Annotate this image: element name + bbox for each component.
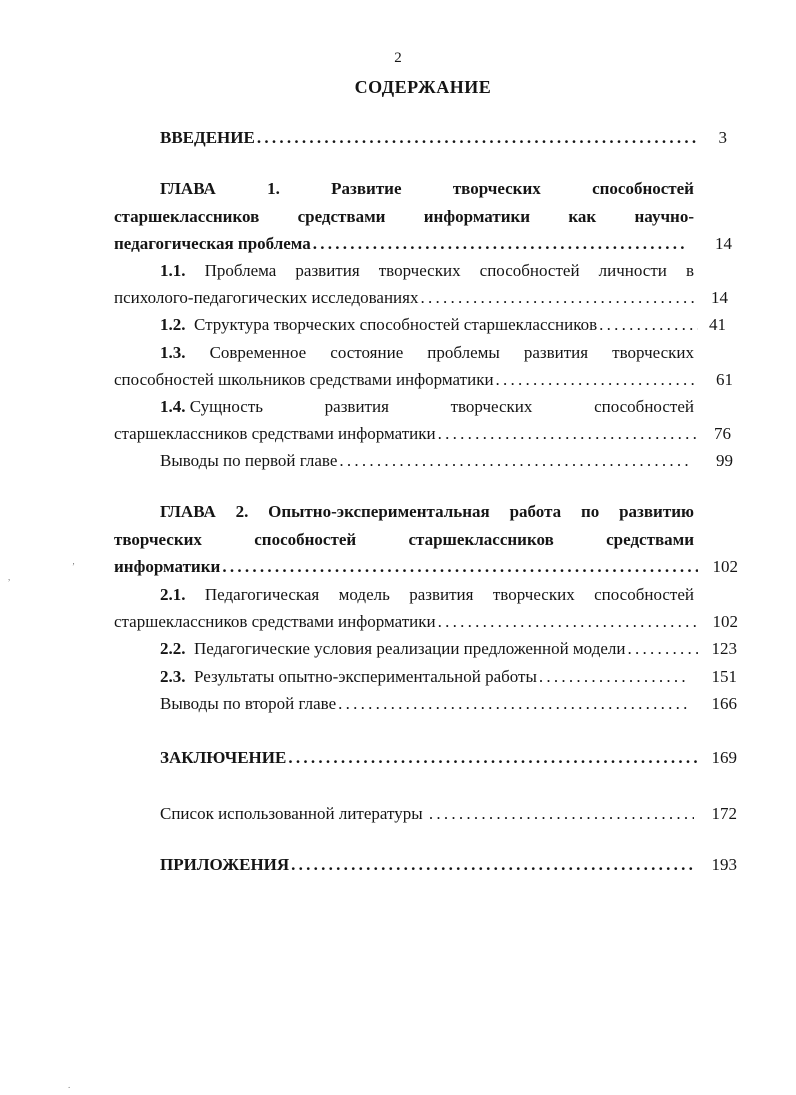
toc-title: СОДЕРЖАНИЕ	[354, 77, 492, 97]
conclusion-page: 169	[711, 748, 737, 767]
dot-leader	[429, 802, 694, 826]
section-1-4-page: 76	[714, 424, 731, 443]
section-1-1-line1[interactable]: 1.1. Проблема развития творческих способностей личности в	[160, 261, 694, 280]
section-1-4-line1[interactable]: 1.4. Сущность развития творческих способностей	[160, 397, 694, 416]
chapter2-conclusion-page: 166	[711, 694, 737, 713]
scan-speck: ,	[8, 572, 11, 582]
chapter2-heading-line1: ГЛАВА 2. Опытно-экспериментальная работа по развитию	[160, 502, 694, 521]
toc-entry-chapter1[interactable]	[114, 232, 688, 256]
section-1-3-page: 61	[716, 370, 733, 389]
toc-entry-chapter2-conclusion[interactable]	[160, 692, 690, 716]
toc-entry-chapter1-conclusion[interactable]	[160, 449, 690, 473]
dot-leader	[338, 692, 690, 716]
section-2-1-line2: старшеклассников средствами информатики	[114, 612, 436, 631]
section-2-3-num: 2.3.	[160, 667, 186, 686]
chapter1-page: 14	[715, 234, 732, 253]
references-page: 172	[711, 804, 737, 823]
chapter2-page: 102	[712, 557, 738, 576]
section-2-2-page: 123	[711, 639, 737, 658]
toc-entry-2-2[interactable]	[160, 637, 698, 661]
section-1-2-text: Структура творческих способностей старшеклассников	[194, 315, 598, 334]
dot-leader	[438, 422, 698, 446]
toc-entry-2-1[interactable]	[114, 610, 698, 634]
chapter2-heading-line2: творческих способностей старшеклассников средствами	[114, 530, 694, 549]
conclusion-label: ЗАКЛЮЧЕНИЕ	[160, 748, 287, 767]
chapter1-conclusion-label: Выводы по первой главе	[160, 451, 338, 470]
chapter1-heading-line3: педагогическая проблема	[114, 234, 311, 253]
chapter1-heading-line1: ГЛАВА 1. Развитие творческих способностей	[160, 179, 694, 198]
toc-entry-1-4[interactable]	[114, 422, 698, 446]
chapter1-heading-line2: старшеклассников средствами информатики как научно-	[114, 207, 694, 226]
dot-leader	[222, 555, 698, 579]
page-number: 2	[394, 50, 402, 66]
toc-entry-appendices[interactable]	[160, 853, 694, 877]
section-2-2-num: 2.2.	[160, 639, 186, 658]
toc-entry-conclusion[interactable]	[160, 746, 698, 770]
chapter2-heading-line3: информатики	[114, 557, 221, 576]
section-1-1-page: 14	[711, 288, 728, 307]
toc-entry-1-2[interactable]	[160, 313, 698, 337]
intro-page: 3	[718, 128, 727, 147]
section-2-1-line1[interactable]: 2.1. Педагогическая модель развития творческих способностей	[160, 585, 695, 604]
toc-entry-1-3[interactable]	[114, 368, 698, 392]
section-1-3-line1[interactable]: 1.3. Современное состояние проблемы развития творческих	[160, 343, 694, 362]
section-2-3-page: 151	[711, 667, 737, 686]
section-1-4-line2: старшеклассников средствами информатики	[114, 424, 436, 443]
section-2-2-text: Педагогические условия реализации предложенной модели	[194, 639, 626, 658]
references-label: Список использованной литературы	[160, 804, 423, 823]
toc-entry-1-1[interactable]	[114, 286, 698, 310]
dot-leader	[339, 449, 690, 473]
dot-leader	[288, 746, 698, 770]
intro-label: ВВЕДЕНИЕ	[160, 128, 255, 147]
scan-speck: .	[68, 1080, 71, 1090]
appendices-page: 193	[711, 855, 737, 874]
chapter2-conclusion-label: Выводы по второй главе	[160, 694, 337, 713]
toc-entry-references[interactable]	[160, 802, 694, 826]
section-2-1-page: 102	[712, 612, 738, 631]
dot-leader	[257, 126, 698, 150]
toc-entry-chapter2[interactable]	[114, 555, 698, 579]
chapter1-conclusion-page: 99	[716, 451, 733, 470]
toc-entry-intro[interactable]	[160, 126, 698, 150]
section-1-3-line2: способностей школьников средствами информатики	[114, 370, 494, 389]
dot-leader	[291, 853, 694, 877]
dot-leader	[420, 286, 698, 310]
section-1-2-num: 1.2.	[160, 315, 186, 334]
toc-entry-2-3[interactable]	[160, 665, 690, 689]
scan-speck: ‚	[72, 556, 75, 566]
appendices-label: ПРИЛОЖЕНИЯ	[160, 855, 290, 874]
section-1-2-page: 41	[709, 315, 726, 334]
dot-leader	[313, 232, 688, 256]
dot-leader	[438, 610, 698, 634]
section-2-3-text: Результаты опытно-экспериментальной работы	[194, 667, 537, 686]
section-1-1-line2: психолого-педагогических исследованиях	[114, 288, 419, 307]
